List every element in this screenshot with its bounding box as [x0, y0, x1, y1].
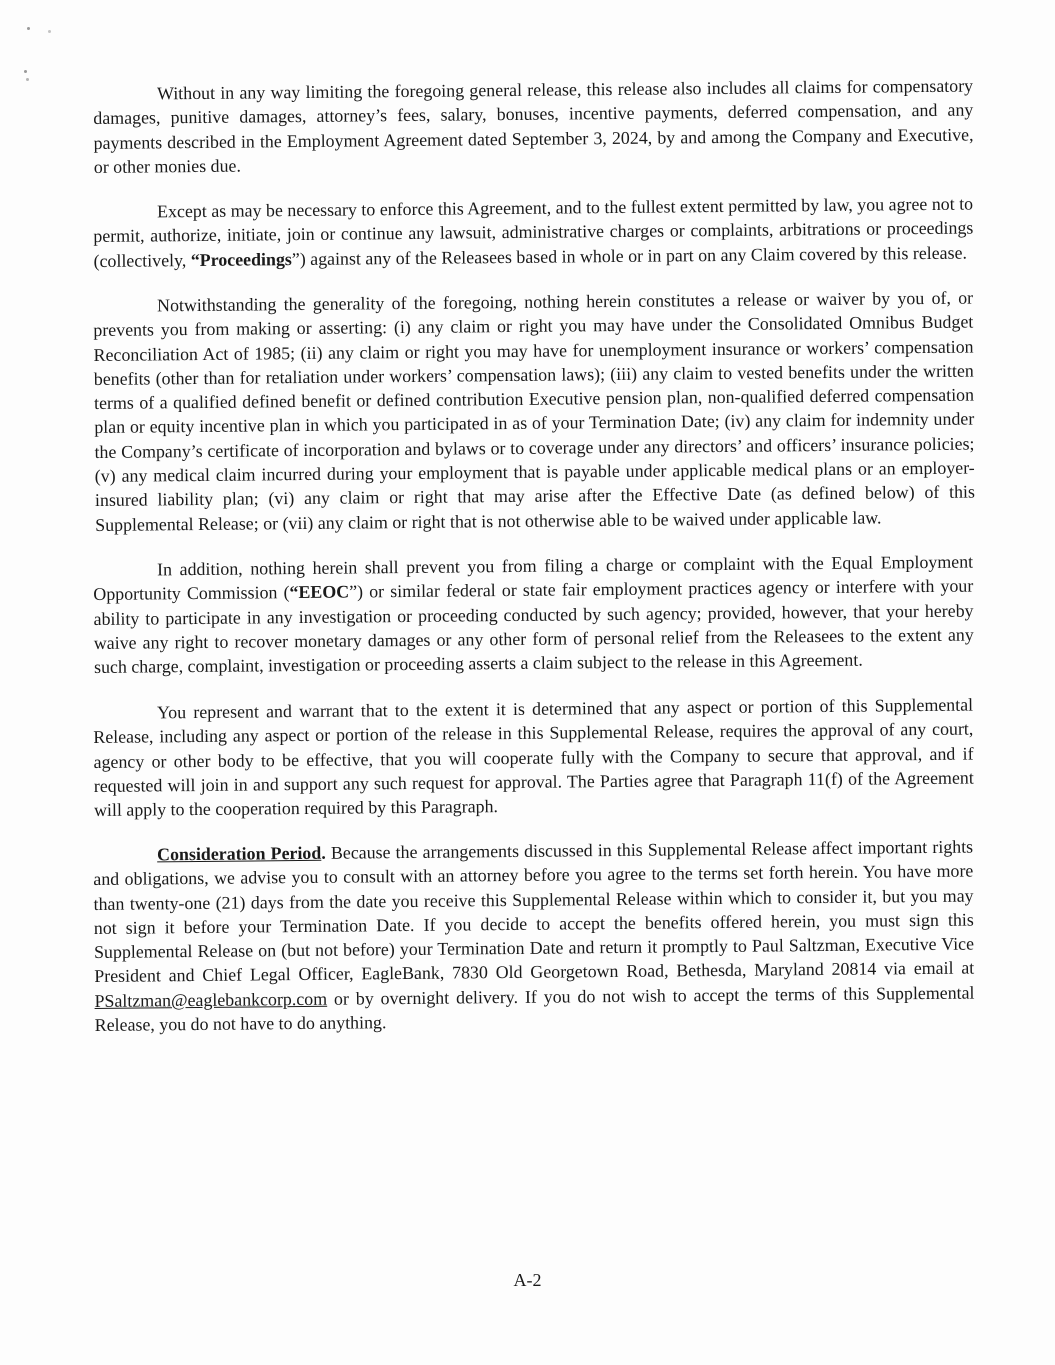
defined-term-proceedings: “Proceedings — [190, 248, 292, 270]
paragraph-text: ”) or similar federal or state fair employment practices agency or interfere with your ability to participate in any investigation or proceeding conducted by such agency; provided, however, that your hereby waive any right to recover monetary damages or any other form of personal relief from the Releasees to the extent any such charge, complaint, investigation or proceeding asserts a claim subject to the release in this Agreement. — [93, 575, 974, 678]
paragraph-text: You represent and warrant that to the extent it is determined that any aspect or portion of this Supplemental Release, including any aspect or portion of the release in this Supplemental Release, requires the approval of any court, agency or other body to be effective, that you will cooperate fully with the Company to secure that approval, and if requested will join in and support any such request for approval. The Parties agree that Paragraph 11(f) of the Agreement will apply to the cooperation required by this Paragraph. — [93, 694, 974, 820]
paragraph-text: Without in any way limiting the foregoing general release, this release also includes all claims for compensatory damages, punitive damages, attorney’s fees, salary, bonuses, incentive payments, deferred compensation, and any payments described in the Employment Agreement dated September 3, 2024, by and among the Company and Executive, or other monies due. — [93, 75, 974, 177]
scan-artifact-dot — [27, 27, 30, 30]
paragraph-text: Except as may be necessary to enforce this Agreement, and to the fullest extent permitted by law, you agree not to permit, authorize, initiate, join or continue any lawsuit, administrative charges or complaints, arbitrations or proceedings (collectively, — [93, 193, 974, 271]
paragraph-text: Notwithstanding the generality of the foregoing, nothing herein constitutes a release or waiver by you of, or prevents you from making or asserting: (i) any claim or right you may have under the Consolidated Omnibus Budget Reconciliation Act of 1985; (ii) any claim or right you may have for unemployment insurance or workers’ compensation benefits (other than for retaliation under workers’ compensation laws); (iii) any claim to vested benefits under the written terms of a qualified defined benefit or defined contribution Executive pension plan, non-qualified deferred compensation plan or equity incentive plan in which you participated in as of your Termination Date; (iv) any claim for indemnity under the Company’s certificate of incorporation and bylaws or to coverage under any directors’ and officers’ insurance policies; (v) any medical claim incurred during your employment that is payable under applicable medical plans or an employer-insured liability plan; (vi) any claim or right that may arise after the Effective Date (as defined below) of this Supplemental Release; or (vii) any claim or right that is not otherwise able to be waived under applicable law. — [93, 287, 976, 535]
paragraph-text: or by overnight delivery. If you do not wish to accept the terms of this Supplemental Release, you do not have to do anything. — [94, 982, 975, 1036]
paragraph-text: ”) against any of the Releasees based in whole or in part on any Claim covered by this release. — [291, 242, 968, 269]
scan-artifact-dot — [24, 70, 27, 73]
paragraph-exclusions — [93, 286, 975, 537]
document-body — [93, 75, 976, 1037]
paragraph-proceedings — [93, 192, 974, 273]
defined-term-eeoc: “EEOC — [289, 581, 350, 603]
paragraph-eeoc — [93, 550, 974, 680]
paragraph-text: Because the arrangements discussed in this Supplemental Release affect important rights and obligations, we advise you to consult with an attorney before you agree to the terms set forth herein. You have more than twenty-one (21) days from the date you receive this Supplemental Release within which to consider it, but you may not sign it before your Termination Date. If you decide to accept the benefits offered herein, you must sign this Supplemental Release on (but not before) your Termination Date and return it promptly to Paul Saltzman, Executive Vice President and Chief Legal Officer, EagleBank, 7830 Old Georgetown Road, Bethesda, Maryland 20814 via email at — [93, 836, 975, 987]
paragraph-text: In addition, nothing herein shall prevent you from filing a charge or complaint with the Equal Employment Opportunity Commission ( — [93, 551, 974, 605]
paragraph-consideration-period — [93, 835, 975, 1038]
scan-artifact-dot — [48, 30, 51, 33]
paragraph-general-release-scope — [93, 74, 974, 180]
email-link[interactable]: PSaltzman@eaglebankcorp.com — [94, 988, 328, 1011]
scan-artifact-dot — [26, 78, 29, 81]
heading-punctuation: . — [321, 842, 326, 863]
page-number: A-2 — [513, 1270, 542, 1290]
paragraph-representation-warranty — [93, 692, 974, 822]
section-heading-consideration-period: Consideration Period — [157, 842, 322, 865]
